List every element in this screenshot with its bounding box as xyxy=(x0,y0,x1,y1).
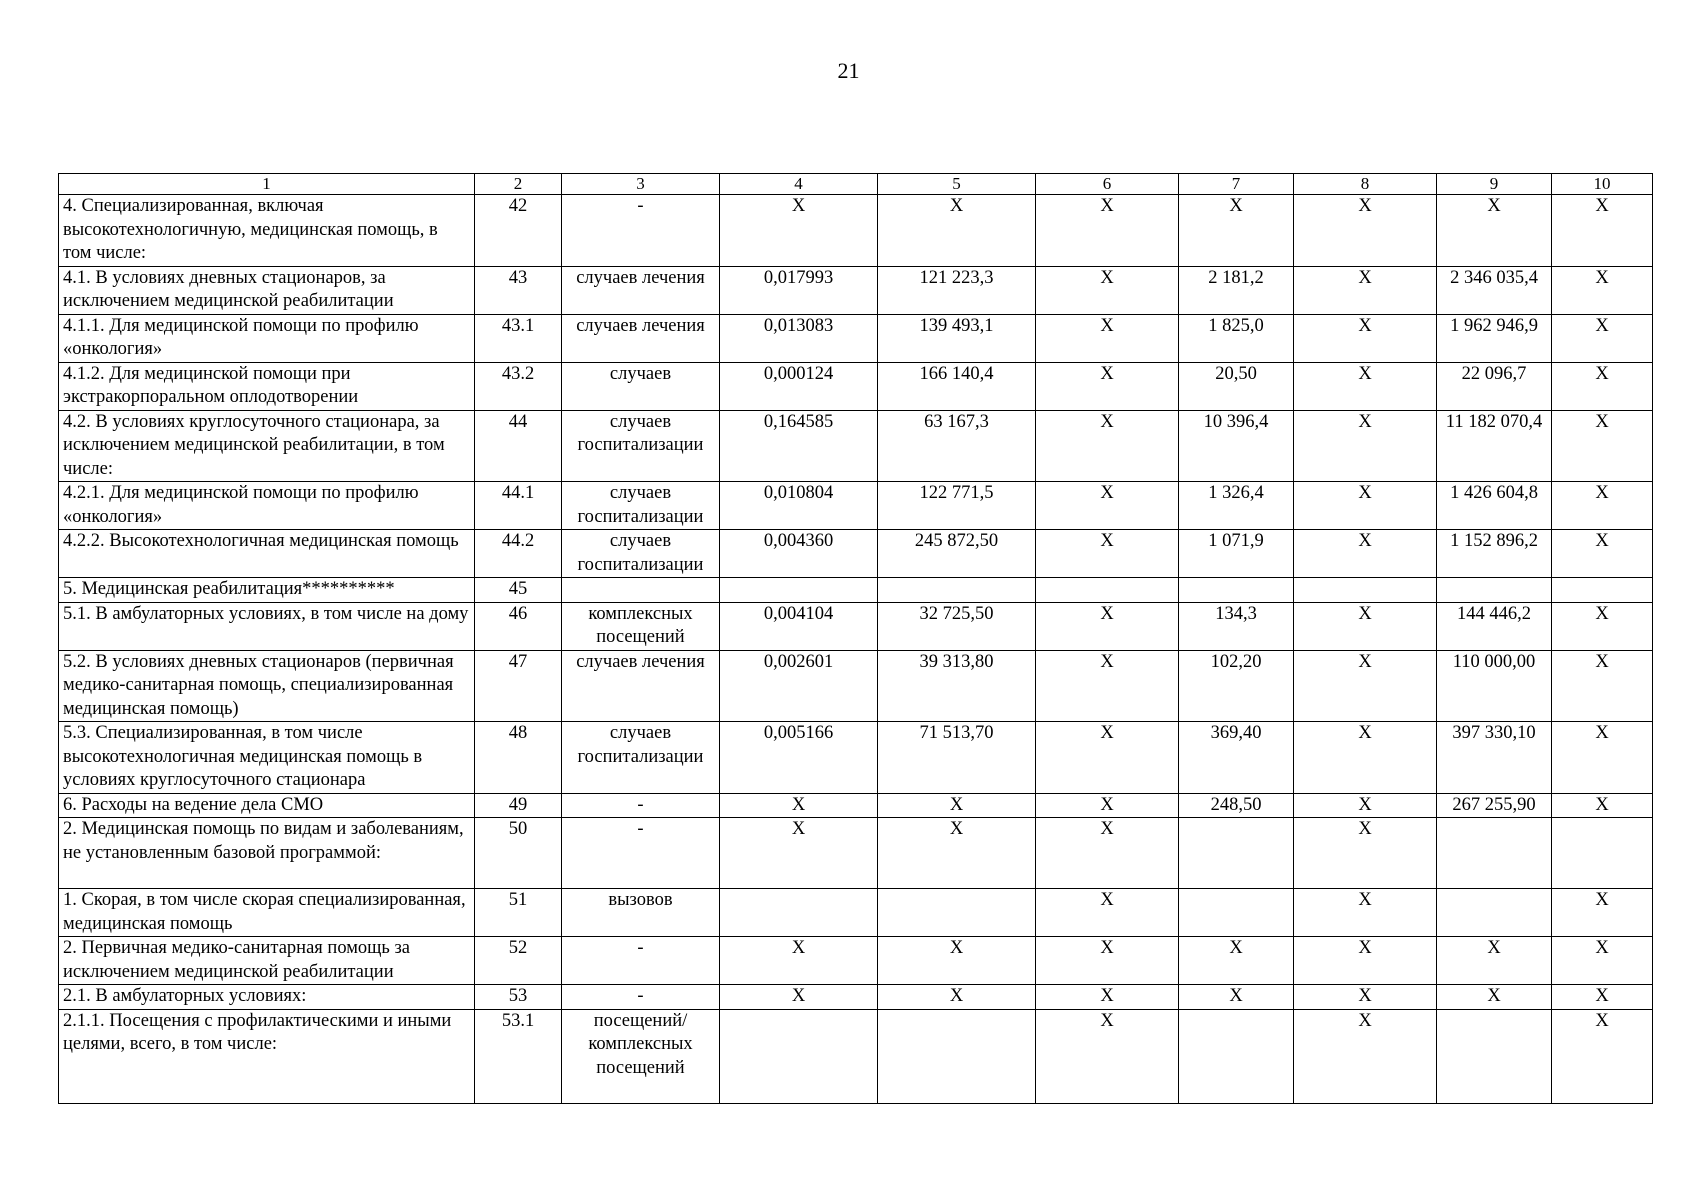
table-cell: X xyxy=(878,195,1036,267)
table-row xyxy=(59,937,1653,985)
table-row xyxy=(59,482,1653,530)
column-header: 4 xyxy=(720,174,878,195)
table-cell: X xyxy=(1552,195,1653,267)
table-cell: X xyxy=(720,818,878,889)
table-cell: X xyxy=(1552,530,1653,578)
row-label-cell: 2. Медицинская помощь по видам и заболеваниям, не установленным базовой программой: xyxy=(59,818,475,889)
table-cell: X xyxy=(1552,793,1653,818)
table-cell: 45 xyxy=(475,578,562,603)
table-cell xyxy=(1294,578,1437,603)
row-label-cell: 4.2.1. Для медицинской помощи по профилю «онкология» xyxy=(59,482,475,530)
table-row xyxy=(59,602,1653,650)
table-cell: X xyxy=(1552,602,1653,650)
row-label-cell: 4.1. В условиях дневных стационаров, за исключением медицинской реабилитации xyxy=(59,266,475,314)
table-cell: X xyxy=(720,937,878,985)
column-header: 8 xyxy=(1294,174,1437,195)
table-row xyxy=(59,578,1653,603)
table-cell xyxy=(720,578,878,603)
table-cell xyxy=(1179,578,1294,603)
table-cell: вызовов xyxy=(562,889,720,937)
table-cell: 44.1 xyxy=(475,482,562,530)
table-cell: 110 000,00 xyxy=(1437,650,1552,722)
table-cell: X xyxy=(1179,195,1294,267)
table-cell: X xyxy=(1294,937,1437,985)
table-row xyxy=(59,985,1653,1010)
row-label-cell: 2.1. В амбулаторных условиях: xyxy=(59,985,475,1010)
row-label-cell: 5.3. Специализированная, в том числе высокотехнологичная медицинская помощь в условиях круглосуточного стационара xyxy=(59,722,475,794)
table-cell: 0,164585 xyxy=(720,410,878,482)
table-cell: X xyxy=(1036,818,1179,889)
table-cell: X xyxy=(1294,482,1437,530)
table-cell: 42 xyxy=(475,195,562,267)
table-cell: X xyxy=(1036,602,1179,650)
row-label-cell: 6. Расходы на ведение дела СМО xyxy=(59,793,475,818)
table-cell: случаев госпитализации xyxy=(562,482,720,530)
table-cell: 0,010804 xyxy=(720,482,878,530)
table-cell: 52 xyxy=(475,937,562,985)
table-cell: X xyxy=(1294,362,1437,410)
table-cell: 32 725,50 xyxy=(878,602,1036,650)
table-cell: случаев лечения xyxy=(562,650,720,722)
column-header: 2 xyxy=(475,174,562,195)
table-row xyxy=(59,1009,1653,1103)
table-cell: X xyxy=(1294,889,1437,937)
table-cell: X xyxy=(1552,937,1653,985)
table-cell: X xyxy=(1036,266,1179,314)
table-cell xyxy=(1437,889,1552,937)
table-cell: 43.2 xyxy=(475,362,562,410)
table-cell: X xyxy=(1294,195,1437,267)
table-cell xyxy=(562,578,720,603)
table-cell: X xyxy=(1552,410,1653,482)
data-table xyxy=(58,173,1653,1104)
table-cell: X xyxy=(1294,722,1437,794)
table-cell xyxy=(878,1009,1036,1103)
column-header: 3 xyxy=(562,174,720,195)
table-cell: 0,004360 xyxy=(720,530,878,578)
table-cell: 50 xyxy=(475,818,562,889)
table-cell: 10 396,4 xyxy=(1179,410,1294,482)
table-cell: X xyxy=(1294,410,1437,482)
table-cell: X xyxy=(1552,1009,1653,1103)
table-cell xyxy=(1179,889,1294,937)
table-row xyxy=(59,410,1653,482)
page-number: 21 xyxy=(837,58,860,83)
table-cell: 2 346 035,4 xyxy=(1437,266,1552,314)
table-row xyxy=(59,793,1653,818)
table-cell xyxy=(878,889,1036,937)
table-cell: 248,50 xyxy=(1179,793,1294,818)
table-cell: X xyxy=(1552,362,1653,410)
row-label-cell: 5. Медицинская реабилитация********** xyxy=(59,578,475,603)
table-row xyxy=(59,818,1653,889)
table-cell: X xyxy=(1552,650,1653,722)
table-cell: комплексных посещений xyxy=(562,602,720,650)
table-cell: X xyxy=(1179,937,1294,985)
table-cell xyxy=(878,578,1036,603)
column-header: 5 xyxy=(878,174,1036,195)
table-cell: X xyxy=(1036,482,1179,530)
row-label-cell: 4.1.1. Для медицинской помощи по профилю «онкология» xyxy=(59,314,475,362)
table-cell: X xyxy=(720,793,878,818)
table-cell: X xyxy=(1294,1009,1437,1103)
table-cell: X xyxy=(1437,937,1552,985)
table-cell: X xyxy=(878,818,1036,889)
table-cell: 2 181,2 xyxy=(1179,266,1294,314)
table-cell: 267 255,90 xyxy=(1437,793,1552,818)
row-label-cell: 4.1.2. Для медицинской помощи при экстракорпоральном оплодотворении xyxy=(59,362,475,410)
row-label-cell: 4. Специализированная, включая высокотехнологичную, медицинская помощь, в том числе: xyxy=(59,195,475,267)
table-cell: 0,002601 xyxy=(720,650,878,722)
table-cell: 144 446,2 xyxy=(1437,602,1552,650)
table-cell: 0,004104 xyxy=(720,602,878,650)
table-cell: X xyxy=(1036,985,1179,1010)
table-cell: - xyxy=(562,985,720,1010)
table-cell: X xyxy=(1294,314,1437,362)
table-cell: 1 326,4 xyxy=(1179,482,1294,530)
table-row xyxy=(59,362,1653,410)
table-cell: X xyxy=(1552,266,1653,314)
table-cell: X xyxy=(1036,650,1179,722)
table-cell: случаев xyxy=(562,362,720,410)
table-cell xyxy=(1036,578,1179,603)
table-cell: 102,20 xyxy=(1179,650,1294,722)
column-header: 9 xyxy=(1437,174,1552,195)
table-cell: X xyxy=(1294,793,1437,818)
table-cell: 1 071,9 xyxy=(1179,530,1294,578)
table-cell: 1 152 896,2 xyxy=(1437,530,1552,578)
table-cell: случаев госпитализации xyxy=(562,722,720,794)
row-label-cell: 2. Первичная медико-санитарная помощь за исключением медицинской реабилитации xyxy=(59,937,475,985)
table-cell: 0,017993 xyxy=(720,266,878,314)
table-cell: X xyxy=(1036,410,1179,482)
table-cell: X xyxy=(1437,985,1552,1010)
table-cell: X xyxy=(878,985,1036,1010)
table-cell: 22 096,7 xyxy=(1437,362,1552,410)
table-row xyxy=(59,889,1653,937)
table-cell: 397 330,10 xyxy=(1437,722,1552,794)
table-cell: 49 xyxy=(475,793,562,818)
table-row xyxy=(59,314,1653,362)
table-cell: 121 223,3 xyxy=(878,266,1036,314)
table-row xyxy=(59,266,1653,314)
row-label-cell: 4.2.2. Высокотехнологичная медицинская помощь xyxy=(59,530,475,578)
table-cell: случаев лечения xyxy=(562,266,720,314)
table-cell xyxy=(1437,578,1552,603)
column-header: 7 xyxy=(1179,174,1294,195)
table-cell: X xyxy=(1552,722,1653,794)
table-row xyxy=(59,650,1653,722)
table-cell: 51 xyxy=(475,889,562,937)
table-cell: 48 xyxy=(475,722,562,794)
table-cell: 53 xyxy=(475,985,562,1010)
table-cell: - xyxy=(562,937,720,985)
table-cell: 369,40 xyxy=(1179,722,1294,794)
table-cell: - xyxy=(562,195,720,267)
table-cell: 166 140,4 xyxy=(878,362,1036,410)
table-cell: 44 xyxy=(475,410,562,482)
table-cell: 0,005166 xyxy=(720,722,878,794)
table-cell xyxy=(1179,1009,1294,1103)
table-cell: X xyxy=(720,985,878,1010)
table-cell: X xyxy=(1036,195,1179,267)
row-label-cell: 1. Скорая, в том числе скорая специализированная, медицинская помощь xyxy=(59,889,475,937)
table-cell: X xyxy=(1437,195,1552,267)
table-cell: 20,50 xyxy=(1179,362,1294,410)
table-cell xyxy=(1552,818,1653,889)
table-cell xyxy=(1437,1009,1552,1103)
table-cell: X xyxy=(1036,362,1179,410)
table-cell: случаев лечения xyxy=(562,314,720,362)
table-cell: 71 513,70 xyxy=(878,722,1036,794)
table-cell: 44.2 xyxy=(475,530,562,578)
row-label-cell: 2.1.1. Посещения с профилактическими и иными целями, всего, в том числе: xyxy=(59,1009,475,1103)
table-cell: 1 962 946,9 xyxy=(1437,314,1552,362)
table-cell: X xyxy=(1552,889,1653,937)
table-cell: случаев госпитализации xyxy=(562,530,720,578)
table-cell: X xyxy=(1552,314,1653,362)
table-cell: 11 182 070,4 xyxy=(1437,410,1552,482)
table-cell: 47 xyxy=(475,650,562,722)
column-header: 10 xyxy=(1552,174,1653,195)
table-cell xyxy=(720,1009,878,1103)
table-cell: X xyxy=(1036,722,1179,794)
table-cell: 1 426 604,8 xyxy=(1437,482,1552,530)
table-cell: X xyxy=(1294,818,1437,889)
column-header: 6 xyxy=(1036,174,1179,195)
table-cell: X xyxy=(1294,530,1437,578)
table-cell: X xyxy=(1036,937,1179,985)
header-row xyxy=(59,174,1653,195)
table-row xyxy=(59,530,1653,578)
table-cell xyxy=(720,889,878,937)
column-header: 1 xyxy=(59,174,475,195)
table-cell: 0,000124 xyxy=(720,362,878,410)
table-cell: - xyxy=(562,793,720,818)
table-cell xyxy=(1552,578,1653,603)
table-cell: 1 825,0 xyxy=(1179,314,1294,362)
table-cell: X xyxy=(878,793,1036,818)
row-label-cell: 5.2. В условиях дневных стационаров (первичная медико-санитарная помощь, специализированная медицинская помощь) xyxy=(59,650,475,722)
table-cell: X xyxy=(720,195,878,267)
table-cell: 245 872,50 xyxy=(878,530,1036,578)
table-cell: X xyxy=(1036,793,1179,818)
table-cell: случаев госпитализации xyxy=(562,410,720,482)
table-cell: X xyxy=(1036,889,1179,937)
table-row xyxy=(59,195,1653,267)
table-cell: 139 493,1 xyxy=(878,314,1036,362)
table-cell: X xyxy=(1036,1009,1179,1103)
table-cell: 43.1 xyxy=(475,314,562,362)
table-cell: X xyxy=(1036,314,1179,362)
table-cell: X xyxy=(1294,650,1437,722)
table-cell: X xyxy=(1294,266,1437,314)
table-cell: 53.1 xyxy=(475,1009,562,1103)
table-cell: - xyxy=(562,818,720,889)
table-cell: 39 313,80 xyxy=(878,650,1036,722)
row-label-cell: 5.1. В амбулаторных условиях, в том числе на дому xyxy=(59,602,475,650)
table-cell: X xyxy=(1036,530,1179,578)
table-cell xyxy=(1437,818,1552,889)
table-cell xyxy=(1179,818,1294,889)
table-cell: 63 167,3 xyxy=(878,410,1036,482)
table-cell: 43 xyxy=(475,266,562,314)
table-cell: 134,3 xyxy=(1179,602,1294,650)
table-cell: 0,013083 xyxy=(720,314,878,362)
row-label-cell: 4.2. В условиях круглосуточного стационара, за исключением медицинской реабилитации, в том числе: xyxy=(59,410,475,482)
table-cell: 46 xyxy=(475,602,562,650)
table-cell: X xyxy=(1294,985,1437,1010)
table-cell: X xyxy=(1552,985,1653,1010)
table-cell: посещений/ комплексных посещений xyxy=(562,1009,720,1103)
table-row xyxy=(59,722,1653,794)
table-cell: X xyxy=(878,937,1036,985)
table-cell: X xyxy=(1552,482,1653,530)
table-cell: 122 771,5 xyxy=(878,482,1036,530)
table-cell: X xyxy=(1179,985,1294,1010)
table-cell: X xyxy=(1294,602,1437,650)
